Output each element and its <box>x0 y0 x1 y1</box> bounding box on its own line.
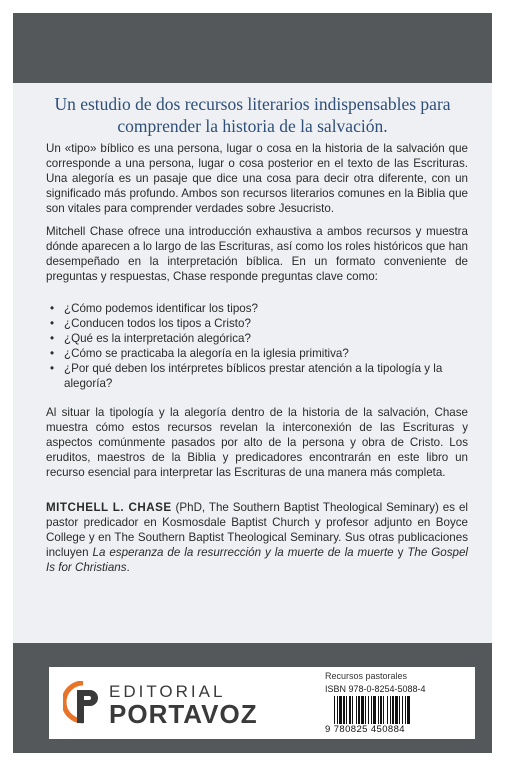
summary-paragraph <box>46 405 468 480</box>
question-list <box>46 301 468 391</box>
list-item: • ¿Cómo se practicaba la alegoría en la iglesia primitiva? <box>46 346 468 361</box>
book-title: La esperanza de la resurrección y la muerte de la muerte <box>92 546 394 559</box>
list-item: • ¿Por qué deben los intérpretes bíblicos prestar atención a la tipología y la alegoría? <box>46 361 468 391</box>
bio-text: (PhD, The Southern Baptist Theological Seminary) es el pastor predicador en Kosmosdale Baptist Church y profesor adjunto en Boyce College y en The Southern Baptist Theological Seminary. Sus otras publicaciones incluyen <box>46 501 468 559</box>
portavoz-logo-icon <box>63 681 103 725</box>
paragraph-text: Un «tipo» bíblico es una persona, lugar o cosa en la historia de la salvación que corresponde a una persona, lugar o cosa posterior en el texto de las Escrituras. Una alegoría es un pasaje que dice una cosa para decir otra diferente, con un significado más profundo. Ambos son recursos literarios comunes en la Biblia que son vitales para comprender verdades sobre Jesucristo. <box>46 142 468 215</box>
publisher-card <box>49 667 475 739</box>
barcode-number: 9 780825 450884 <box>325 724 405 735</box>
bio-text: . <box>126 561 130 574</box>
description-paragraph <box>46 224 468 284</box>
list-item: • ¿Cómo podemos identificar los tipos? <box>46 301 468 316</box>
tagline: Un estudio de dos recursos literarios indispensables para comprender la historia de la salvación. <box>54 94 451 136</box>
paragraph-text: Al situar la tipología y la alegoría dentro de la historia de la salvación, Chase muestra cómo estos recursos revelan la interconexión de las Escrituras y aspectos comúnmente pasados por alto de la persona y obra de Cristo. Los eruditos, maestros de la Biblia y predicadores encontrarán en este libro un recurso esencial para interpretar las Escrituras de una manera más completa. <box>46 406 468 479</box>
author-name: MITCHELL L. CHASE <box>46 501 172 514</box>
publisher-line1: EDITORIAL <box>109 682 226 701</box>
top-band <box>13 13 492 83</box>
publisher-line2: PORTAVOZ <box>109 699 258 729</box>
category-label: Recursos pastorales <box>325 671 408 681</box>
barcode-block <box>325 684 467 736</box>
list-item: • ¿Conducen todos los tipos a Cristo? <box>46 316 468 331</box>
list-item: • ¿Qué es la interpretación alegórica? <box>46 331 468 346</box>
paragraph-text: Mitchell Chase ofrece una introducción exhaustiva a ambos recursos y muestra dónde aparecen a lo largo de las Escrituras, así como los roles históricos que han desempeñado en la interpretación bíblica. En un formato conveniente de preguntas y respuestas, Chase responde preguntas clave como: <box>46 225 468 283</box>
author-bio <box>46 500 468 575</box>
isbn-label: ISBN 978-0-8254-5088-4 <box>325 684 426 694</box>
intro-paragraph <box>46 141 468 216</box>
book-title: The Gospel Is for Christians <box>46 546 469 574</box>
barcode <box>332 696 462 724</box>
bio-text: y <box>393 546 408 559</box>
